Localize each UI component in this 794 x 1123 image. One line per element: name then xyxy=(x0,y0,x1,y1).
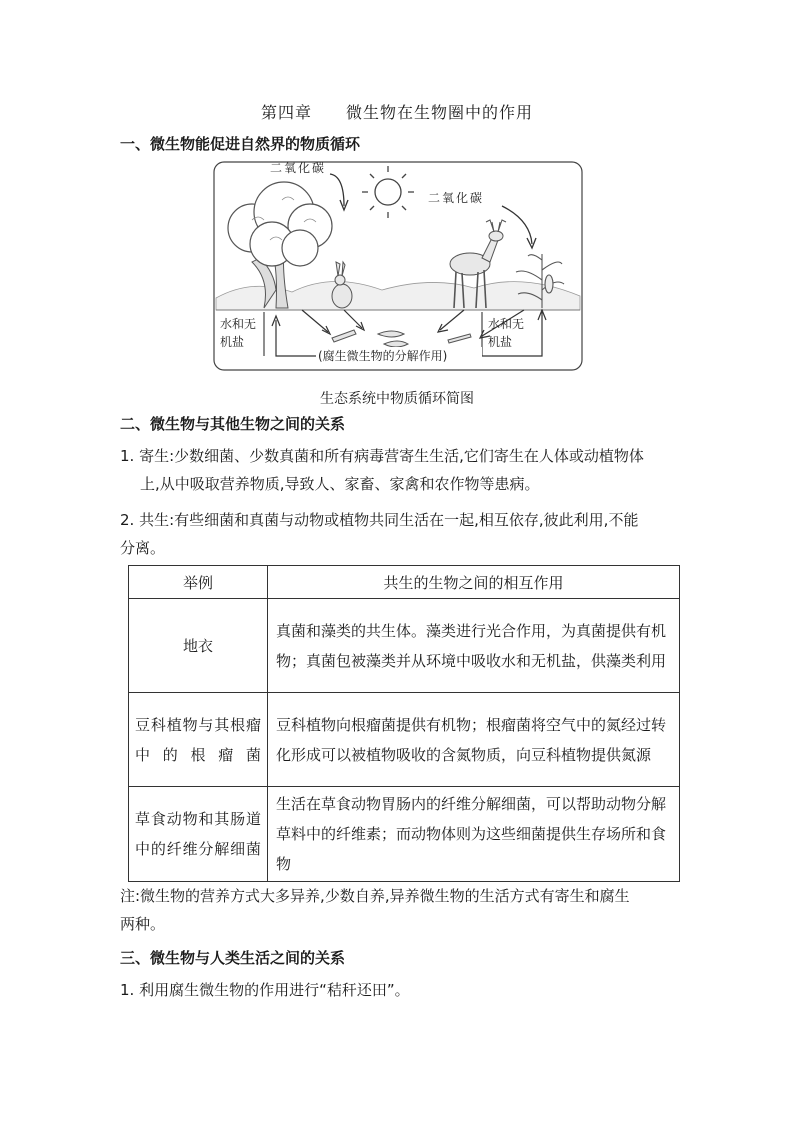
table-header-interaction: 共生的生物之间的相互作用 xyxy=(268,566,680,599)
symbiosis-paragraph xyxy=(120,506,680,562)
table-header-example: 举例 xyxy=(129,566,268,599)
parasitism-line2: 上,从中吸取营养物质,导致人、家畜、家禽和农作物等患病。 xyxy=(140,475,540,493)
water-minerals-left-line2: 机盐 xyxy=(220,335,245,349)
table-cell-example: 草食动物和其肠道中的纤维分解细菌 xyxy=(129,787,268,882)
table-cell-example: 地衣 xyxy=(129,599,268,693)
parasitism-paragraph xyxy=(120,442,680,498)
water-minerals-left-line1: 水和无 xyxy=(220,317,257,331)
table-header-row xyxy=(129,566,680,599)
table-cell-interaction: 豆科植物向根瘤菌提供有机物；根瘤菌将空气中的氮经过转化形成可以被植物吸收的含氮物质，向豆科植物提供氮源 xyxy=(268,693,680,787)
sun-icon xyxy=(362,166,414,218)
straw-return-paragraph: 1. 利用腐生微生物的作用进行“秸秆还田”。 xyxy=(120,981,410,999)
co2-left-label: 二氧化碳 xyxy=(270,161,327,175)
section-heading-2: 二、微生物与其他生物之间的关系 xyxy=(120,415,346,433)
water-minerals-right-line1: 水和无 xyxy=(488,317,525,331)
decomposing-litter-icon xyxy=(332,330,471,347)
material-cycle-diagram xyxy=(212,160,584,372)
parasitism-line1: 1. 寄生:少数细菌、少数真菌和所有病毒营寄生生活,它们寄生在人体或动植物体 xyxy=(120,447,644,465)
water-minerals-right-line2: 机盐 xyxy=(488,335,513,349)
chapter-title: 微生物在生物圈中的作用 xyxy=(346,103,534,122)
co2-left-arrow xyxy=(330,174,344,206)
symbiosis-table xyxy=(128,565,680,882)
section-heading-3: 三、微生物与人类生活之间的关系 xyxy=(120,949,346,967)
table-cell-example: 豆科植物与其根瘤中的根瘤菌 xyxy=(129,693,268,787)
figure-caption: 生态系统中物质循环简图 xyxy=(320,391,474,407)
table-cell-interaction: 真菌和藻类的共生体。藻类进行光合作用，为真菌提供有机物；真菌包被藻类并从环境中吸收水和无机盐，供藻类利用 xyxy=(268,599,680,693)
table-row xyxy=(129,599,680,693)
note-line1: 注:微生物的营养方式大多异养,少数自养,异养微生物的生活方式有寄生和腐生 xyxy=(120,887,630,905)
symbiosis-line2: 分离。 xyxy=(120,539,166,557)
table-row xyxy=(129,787,680,882)
symbiosis-line1: 2. 共生:有些细菌和真菌与动物或植物共同生活在一起,相互依存,彼此利用,不能 xyxy=(120,511,639,529)
table-cell-interaction: 生活在草食动物胃肠内的纤维分解细菌，可以帮助动物分解草料中的纤维素；而动物体则为这些细菌提供生存场所和食物 xyxy=(268,787,680,882)
decomposer-label: (腐生微生物的分解作用) xyxy=(318,349,448,363)
note-paragraph xyxy=(120,882,680,938)
chapter-number: 第四章 xyxy=(260,103,312,122)
table-row xyxy=(129,693,680,787)
section-heading-1: 一、微生物能促进自然界的物质循环 xyxy=(120,135,361,153)
page-title xyxy=(0,100,794,123)
co2-right-label: 二氧化碳 xyxy=(428,191,485,205)
note-line2: 两种。 xyxy=(120,915,166,933)
